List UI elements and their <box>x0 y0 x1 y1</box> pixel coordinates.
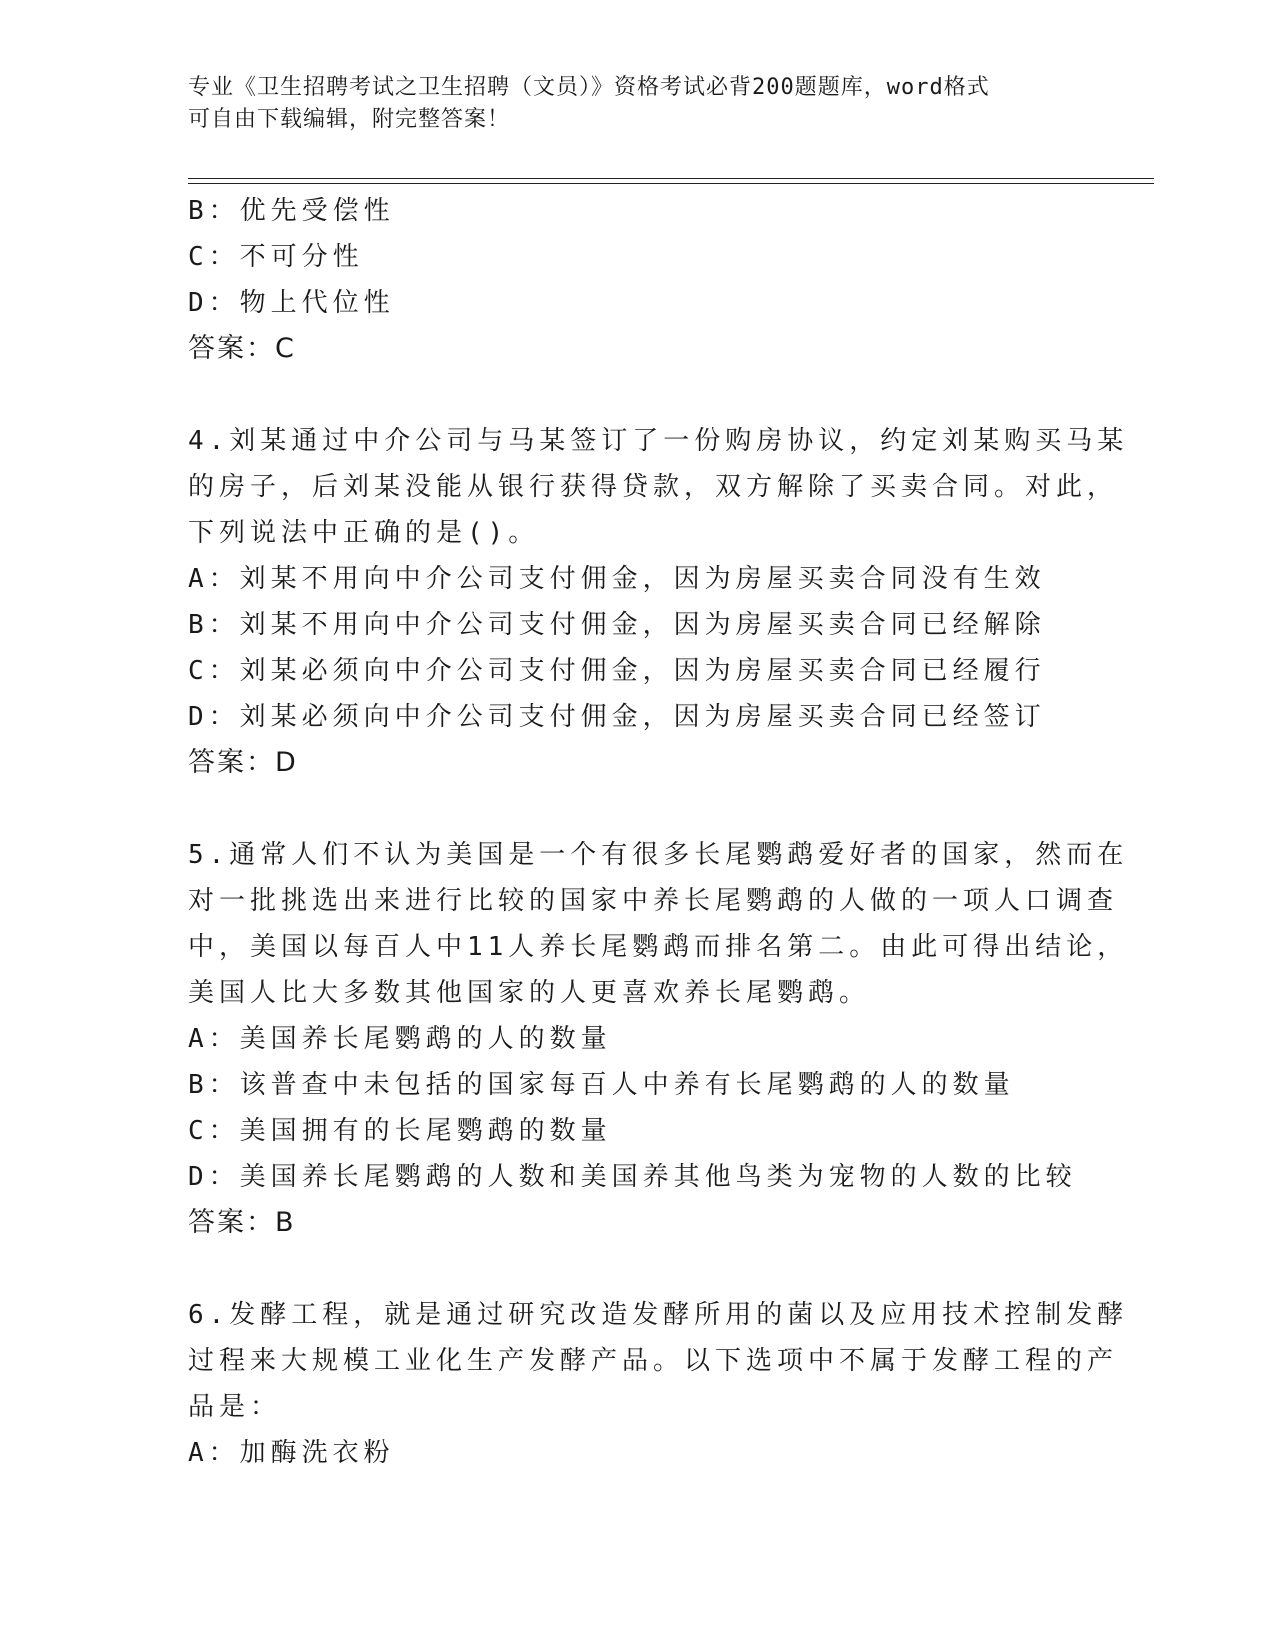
question-spacer <box>188 372 1088 418</box>
option-d: D：刘某必须向中介公司支付佣金，因为房屋买卖合同已经签订 <box>188 702 1046 732</box>
option-d: D：物上代位性 <box>188 288 395 318</box>
option-b: B：刘某不用向中介公司支付佣金，因为房屋买卖合同已经解除 <box>188 610 1046 640</box>
question-stem-line: 5.通常人们不认为美国是一个有很多长尾鹦鹉爱好者的国家，然而在 <box>188 840 1129 870</box>
option-d: D：美国养长尾鹦鹉的人数和美国养其他鸟类为宠物的人数的比较 <box>188 1162 1077 1192</box>
answer-line: 答案：C <box>188 333 296 364</box>
question-stem-line: 过程来大规模工业化生产发酵产品。以下选项中不属于发酵工程的产 <box>188 1346 1119 1376</box>
header-line-1: 专业《卫生招聘考试之卫生招聘（文员）》资格考试必背200题题库，word格式 <box>188 75 990 100</box>
answer-line: 答案：B <box>188 1207 296 1238</box>
option-a: A：美国养长尾鹦鹉的人的数量 <box>188 1024 612 1054</box>
option-b: B：该普查中未包括的国家每百人中养有长尾鹦鹉的人的数量 <box>188 1070 1015 1100</box>
question-stem-line: 6.发酵工程，就是通过研究改造发酵所用的菌以及应用技术控制发酵 <box>188 1300 1129 1330</box>
question-spacer <box>188 786 1088 832</box>
header-divider-bottom <box>188 183 1154 184</box>
question-stem-line: 对一批挑选出来进行比较的国家中养长尾鹦鹉的人做的一项人口调查 <box>188 886 1119 916</box>
question-5 <box>188 832 1129 1246</box>
document-header <box>188 72 1088 136</box>
question-3-continued <box>188 188 1088 372</box>
header-line-2: 可自由下载编辑，附完整答案！ <box>188 107 511 132</box>
question-spacer <box>188 1246 1088 1292</box>
answer-line: 答案：D <box>188 747 298 778</box>
option-b: B：优先受偿性 <box>188 196 395 226</box>
question-stem-line: 中，美国以每百人中11人养长尾鹦鹉而排名第二。由此可得出结论， <box>188 932 1129 962</box>
option-a: A：刘某不用向中介公司支付佣金，因为房屋买卖合同没有生效 <box>188 564 1046 594</box>
option-c: C：美国拥有的长尾鹦鹉的数量 <box>188 1116 612 1146</box>
option-a: A：加酶洗衣粉 <box>188 1438 395 1468</box>
option-c: C：刘某必须向中介公司支付佣金，因为房屋买卖合同已经履行 <box>188 656 1046 686</box>
question-stem-line: 4.刘某通过中介公司与马某签订了一份购房协议，约定刘某购买马某 <box>188 426 1129 456</box>
document-body <box>188 188 1129 1476</box>
header-divider-top <box>188 178 1154 179</box>
question-6 <box>188 1292 1129 1476</box>
question-stem-line: 品是： <box>188 1392 282 1422</box>
question-4 <box>188 418 1129 786</box>
question-stem-line: 下列说法中正确的是()。 <box>188 518 540 548</box>
option-c: C：不可分性 <box>188 242 364 272</box>
question-stem-line: 的房子，后刘某没能从银行获得贷款，双方解除了买卖合同。对此， <box>188 472 1119 502</box>
question-stem-line: 美国人比大多数其他国家的人更喜欢养长尾鹦鹉。 <box>188 978 871 1008</box>
